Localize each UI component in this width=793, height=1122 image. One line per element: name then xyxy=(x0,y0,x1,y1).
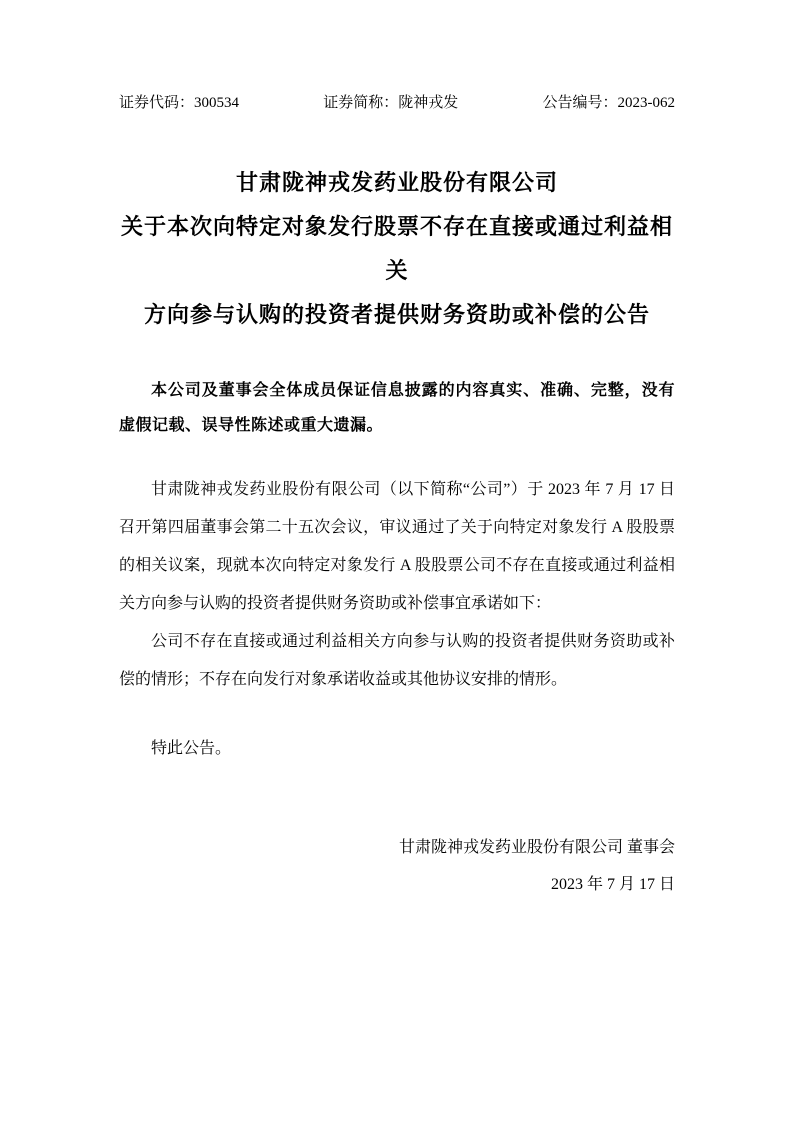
stock-name: 证券简称：陇神戎发 xyxy=(323,95,459,111)
announcement-number: 公告编号：2023-062 xyxy=(542,95,675,111)
title-company-line: 甘肃陇神戎发药业股份有限公司 xyxy=(235,170,558,195)
document-header-row xyxy=(119,93,675,113)
signature-date: 2023 年 7 月 17 日 xyxy=(550,876,675,893)
closing-statement: 特此公告。 xyxy=(151,740,232,757)
body-paragraph-2: 公司不存在直接或通过利益相关方向参与认购的投资者提供财务资助或补偿的情形；不存在向发行对象承诺收益或其他协议安排的情形。 xyxy=(119,633,675,688)
board-disclaimer: 本公司及董事会全体成员保证信息披露的内容真实、准确、完整，没有虚假记载、误导性陈述或重大遗漏。 xyxy=(119,382,675,434)
body-paragraph-1: 甘肃陇神戎发药业股份有限公司（以下简称“公司”）于 2023 年 7 月 17 日召开第四届董事会第二十五次会议，审议通过了关于向特定对象发行 A 股股票的相关议案，现就本次向特定对象发行 A 股股票公司不存在直接或通过利益相关方向参与认购的投资者提供财务资助或补偿事宜承诺如下： xyxy=(119,481,675,612)
document-title xyxy=(119,161,675,337)
signature-block xyxy=(119,829,675,903)
title-subject-line-1: 关于本次向特定对象发行股票不存在直接或通过利益相关 xyxy=(120,214,673,283)
stock-code: 证券代码：300534 xyxy=(119,95,240,111)
signature-company: 甘肃陇神戎发药业股份有限公司 董事会 xyxy=(398,839,675,856)
title-subject-line-2: 方向参与认购的投资者提供财务资助或补偿的公告 xyxy=(143,302,650,327)
